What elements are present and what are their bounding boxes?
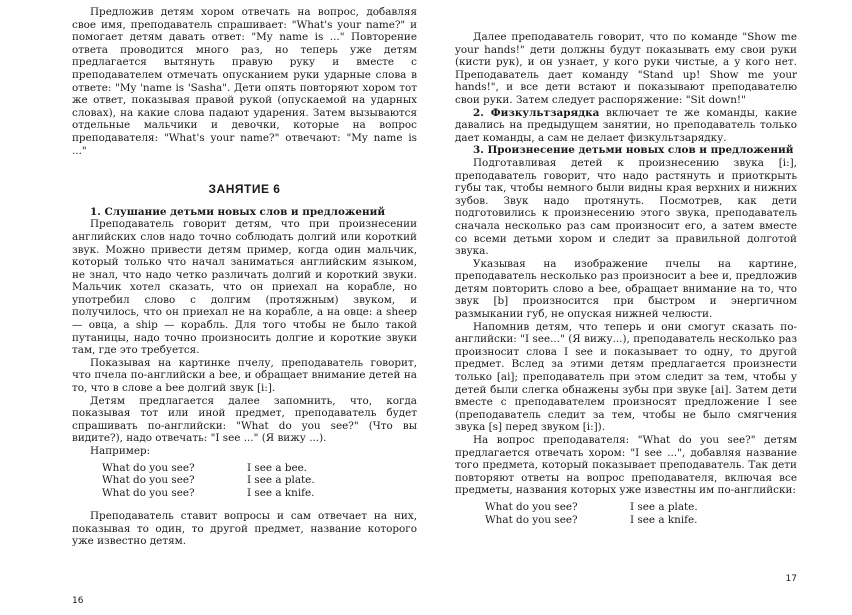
example-dialog [485, 501, 797, 527]
gutter [446, 0, 447, 615]
section-2-heading: 2. Физкультзарядка [473, 106, 600, 119]
section-1-paragraph: Детям предлагается далее запомнить, что, когда показывая тот или иной предмет, преподаватель будет спрашивать по-английски: "What do you see?" (Что вы видите?), надо отвечать: "I see ..." (Я вижу ...). [72, 394, 417, 445]
closing-paragraph: Преподаватель ставит вопросы и сам отвечает на них, показывая то один, то другой предмет, название которого уже известно детям. [72, 509, 417, 548]
intro-paragraph: Предложив детям хором отвечать на вопрос, добавляя свое имя, преподаватель спрашивает: "What's your name?" и помогает детям давать ответ: "My name is ..." Повторение ответа проводится много раз, но теперь уже детям предлагается вытянуть правую руку и вместе с преподавателем отмечать опусканием руки ударные слова в ответе: "My 'name is 'Sasha". Дети опять повторяют хором тот же ответ, показывая правой рукой (опускаемой на ударных словах), на какие слова падают ударения. Затем вызываются отдельные мальчики и девочки, которые на вопрос преподавателя: "What's your name?" отвечают: "My name is ..." [72, 6, 417, 157]
dialog-row [102, 487, 417, 500]
dialog-answer: I see a knife. [247, 487, 315, 500]
dialog-row [485, 501, 797, 514]
left-page [72, 0, 417, 615]
dialog-row [102, 474, 417, 487]
page-number-left: 16 [72, 596, 84, 606]
dialog-answer: I see a knife. [630, 513, 698, 526]
right-page-text [455, 31, 797, 537]
dialog-answer: I see a bee. [247, 461, 308, 474]
dialog-answer: I see a plate. [630, 500, 698, 513]
lesson-title: ЗАНЯТИЕ 6 [208, 182, 281, 197]
section-3-paragraph: Подготавливая детей к произнесению звука [i:], преподаватель говорит, что надо растянуть и приоткрыть губы так, чтобы немного были видны края верхних и нижних зубов. Звук надо протянуть. Посмотрев, как дети подготовились к произнесению этого звука, преподаватель сначала несколько раз сам произносит его, а затем вместе со всеми детьми хором и следит за правильной долготой звука. [455, 156, 797, 258]
left-page-text [72, 6, 417, 548]
section-3-paragraph: Напомнив детям, что теперь и они смогут сказать по-английски: "I see..." (Я вижу...), преподаватель несколько раз произносит слова I see и показывает то одну, то другой предмет. Вслед за этими детям предлагается произнести только [ai]; преподаватель при этом следит за тем, чтобы у детей были слегка обнажены зубы при звуке [ai]. Затем дети вместе с преподавателем произносят предложение I see (преподаватель следит за тем, чтобы не было смягчения звука [s] перед звуком [i:]). [455, 320, 797, 434]
section-3-paragraph: Указывая на изображение пчелы на картине, преподаватель несколько раз произносит a bee и, предложив детям повторить слово a bee, обращает внимание на то, что звук [b] произносится при быстром и энергичном размыкании губ, не опуская нижней челюсти. [455, 257, 797, 321]
dialog-question: What do you see? [102, 487, 195, 500]
dialog-question: What do you see? [485, 513, 578, 526]
section-2-text: включает те же команды, какие давались на предыдущем занятии, но преподаватель только дает команды, а сам не делает физкультзарядку. [455, 106, 797, 144]
dialog-question: What do you see? [102, 461, 195, 474]
paragraph-show-hands: Далее преподаватель говорит, что по команде "Show me your hands!" дети должны будут показывать ему свои руки (кисти рук), и он узнает, у кого руки чистые, а у кого нет. Преподаватель дает команду "Stand up! Show me your hands!", и все дети встают и показывают преподавателю свои руки. Затем следует распоряжение: "Sit down!" [455, 31, 797, 106]
section-2-paragraph [455, 107, 797, 145]
section-1-heading: 1. Слушание детьми новых слов и предложений [90, 205, 386, 218]
dialog-row [485, 514, 797, 527]
section-3-paragraph: На вопрос преподавателя: "What do you see?" детям предлагается отвечать хором: "I see ...", добавляя название того предмета, который показывает преподаватель. Так дети повторяют ответы на вопрос преподавателя, включая все предметы, названия которых уже известны им по-английски: [455, 434, 797, 497]
dialog-question: What do you see? [485, 500, 578, 513]
dialog-answer: I see a plate. [247, 474, 315, 487]
section-3-heading: 3. Произнесение детьми новых слов и предложений [473, 144, 794, 157]
example-label: Например: [90, 445, 151, 457]
section-1-paragraph: Показывая на картинке пчелу, преподаватель говорит, что пчела по-английски a bee, и обращает внимание детей на то, что в слове a bee долгий звук [i:]. [72, 356, 417, 395]
dialog-question: What do you see? [102, 474, 195, 487]
right-page [455, 0, 797, 615]
example-dialog [102, 462, 417, 500]
dialog-row [102, 462, 417, 475]
section-1-paragraph: Преподаватель говорит детям, что при произнесении английских слов надо точно соблюдать долгий или короткий звук. Можно привести детям пример, когда один мальчик, который только что начал заниматься английским языком, не знал, что надо четко различать долгий и короткий звуки. Мальчик хотел сказать, что он приехал на корабле, но употребил слово с долгим (протяжным) звуком, и получилось, что он приехал не на корабле, а на овце: a sheep — овца, a ship — корабль. Для того чтобы не было такой путаницы, надо точно произносить долгие и короткие звуки там, где это требуется. [72, 218, 417, 357]
page-number-right: 17 [785, 574, 797, 584]
